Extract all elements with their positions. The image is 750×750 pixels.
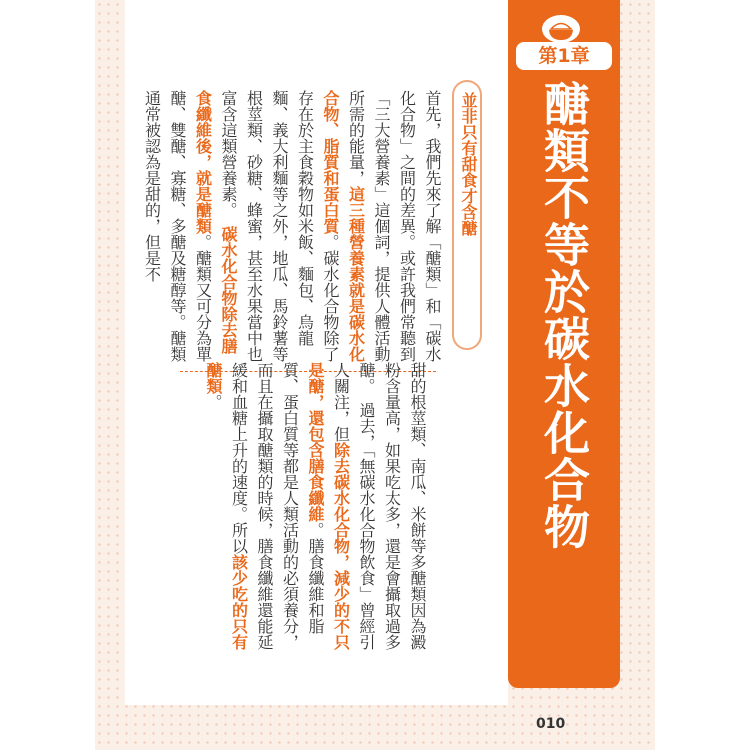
- body-text-column-2: [204, 362, 430, 657]
- body-text-segment: 甜的根莖類、南瓜、米餅等多醣類因為澱粉含量高，如果吃太多，還是會攝取過多醣。: [357, 362, 427, 650]
- body-text-segment: 。醣類又可分為單醣、雙醣、寡糖、多醣及糖醇等。醣類通常被認為是甜的，但是不: [142, 90, 213, 362]
- body-text-segment: 。膳食纖維和脂質、蛋白質等都是人類活動的必須養分，而且在攝取醣類的時候，膳食纖維還能延緩和血糖上升的速度。所以: [229, 362, 325, 650]
- highlighted-text: 除去碳水化合物，減少的不只是醣，還包含膳食纖維: [306, 362, 351, 650]
- chapter-label: 第1章: [516, 42, 612, 70]
- subtitle-box: [452, 80, 482, 350]
- body-text-segment: 。: [204, 394, 223, 410]
- body-text-segment: 。碳水化合物除了存在於主食穀物如米飯、麵包、烏龍麵、義大利麵等之外，地瓜、馬鈴薯等根莖類、砂糖、蜂蜜，甚至水果當中也富含這類營養素。: [219, 90, 340, 362]
- highlighted-text: 該少吃的只有醣類: [204, 362, 249, 650]
- page-number: 010: [536, 716, 566, 732]
- highlighted-text: 這三種營養素就是碳水化合物、脂質和蛋白質: [321, 90, 366, 362]
- body-text-segment: [219, 210, 238, 226]
- page-title: 醣類不等於碳水化合物: [537, 80, 591, 550]
- subtitle-text: 並非只有甜食才含醣: [459, 92, 478, 236]
- highlighted-text: 碳水化合物除去膳食纖維後，就是醣類: [193, 90, 238, 354]
- rice-bowl-icon: [541, 14, 581, 44]
- body-text-column-1: [142, 90, 445, 365]
- body-text-segment: 首先，我們先來了解「醣類」和「碳水化合物」之間的差異。或許我們常聽到「三大營養素」這個詞，提供人體活動所需的能量，: [346, 90, 442, 362]
- body-text-segment: 過去，「無碳水化合物飲食」曾經引人關注，但: [331, 362, 376, 650]
